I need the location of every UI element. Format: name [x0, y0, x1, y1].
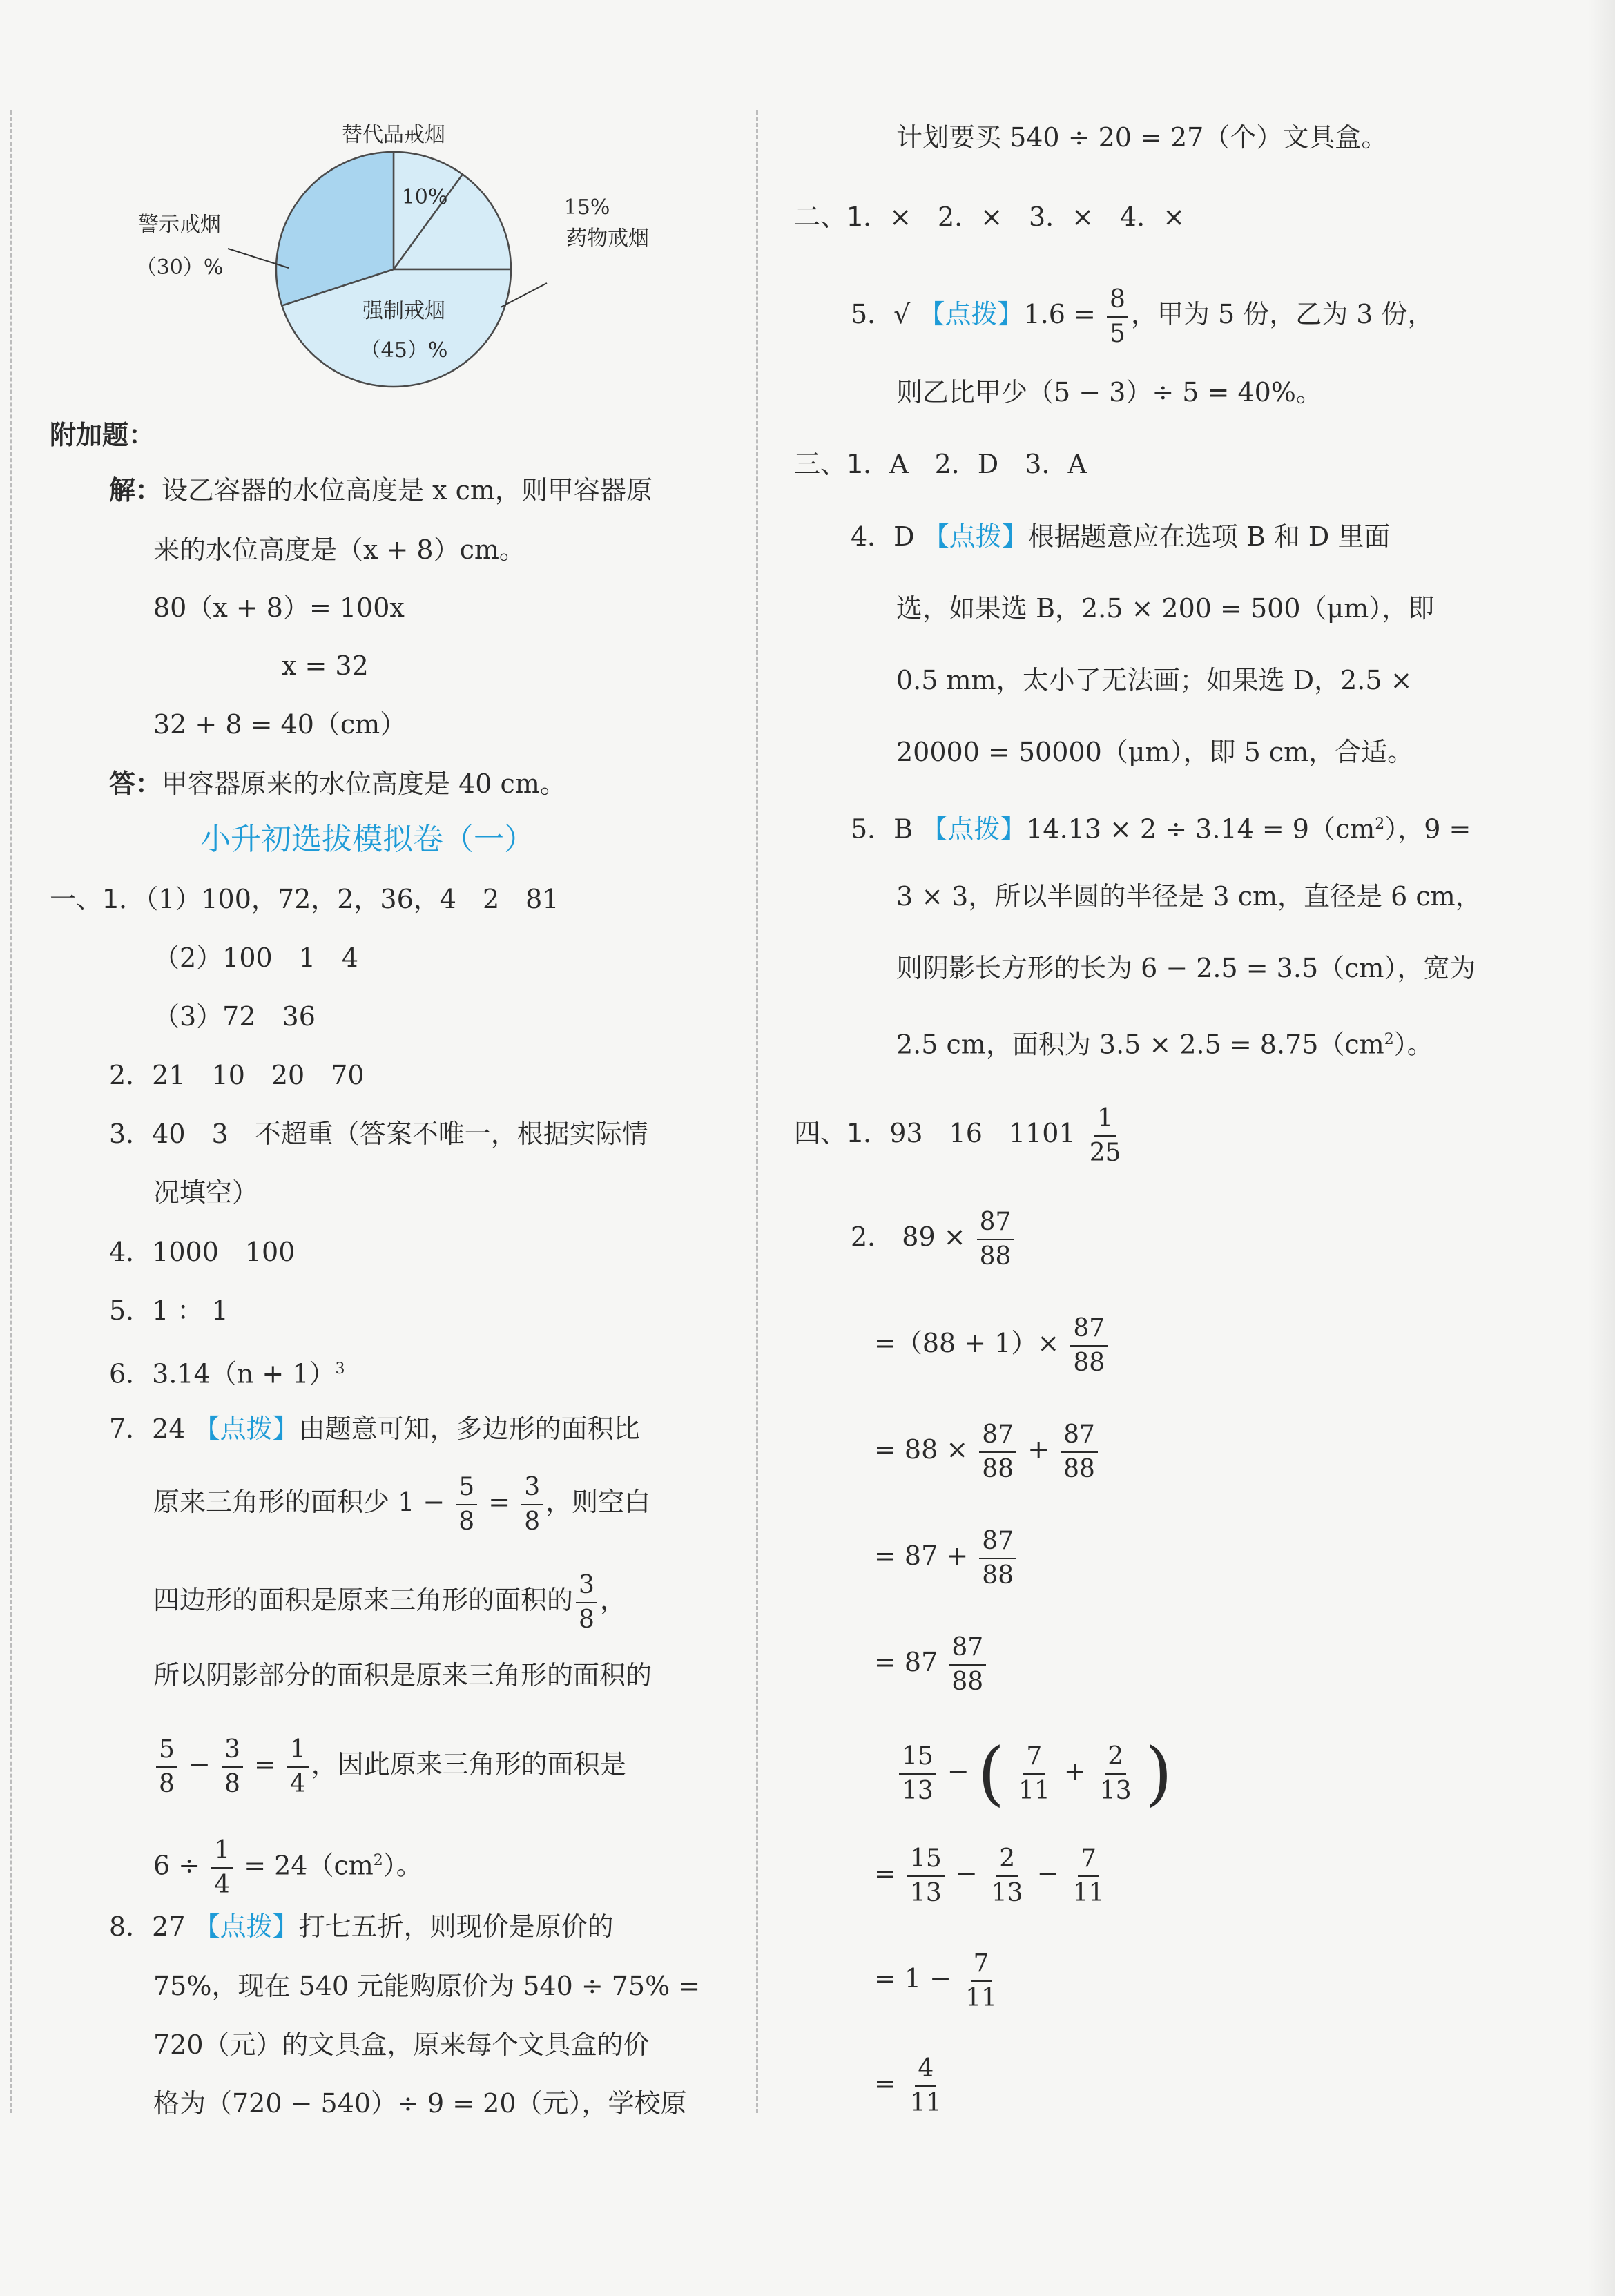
pie-label-substitute: 替代品戒烟 [342, 123, 445, 147]
calc2-line-5 [874, 1624, 989, 1700]
calc2-text-4: = 87 + [874, 1541, 969, 1571]
fraction-2-13: $\frac{2}{13}$ [1099, 1742, 1132, 1805]
s3-5-line-4: 2.5 cm，面积为 $3.5 \times 2.5 = 8.75(cm^2)$。 [896, 1029, 1433, 1060]
q7-text-5d: ，因此原来三角形的面积是 [311, 1749, 626, 1779]
pie-chart [55, 110, 760, 401]
s3-5-num: 5．B [851, 813, 913, 845]
fraction-1-4: $\frac{1}{4}$ [211, 1838, 233, 1898]
equation-3: 32 + 8 = 40（cm） [153, 709, 407, 740]
fraction-87-88: $\frac{87}{88}$ [977, 1210, 1014, 1269]
s2-5-line-1 [851, 276, 1434, 352]
q7-text-6a: 6 ÷ [153, 1850, 201, 1881]
equals: = [488, 1487, 511, 1517]
q1-line-b: （2）100 1 4 [153, 943, 359, 973]
calc2-line-3 [874, 1411, 1101, 1487]
q2-line: 2．21 10 20 70 [109, 1060, 365, 1090]
q7-line-3 [153, 1562, 626, 1638]
calc2-line-4 [874, 1518, 1019, 1594]
sec4-number: 四、1． [794, 1118, 890, 1148]
pie-label-warn: 警示戒烟 [138, 213, 221, 237]
q1-line-a [50, 882, 559, 916]
sec2-line [794, 200, 1185, 233]
section-title: 小升初选拔模拟卷（一） [200, 822, 534, 857]
q3-line-1: 3．40 3 不超重（答案不唯一，根据实际情 [109, 1119, 648, 1149]
minus: − [947, 1756, 969, 1786]
hint-badge: 【点拨】 [193, 1414, 299, 1444]
q7-line-6: 6 ÷ $\frac{1}{4}$ = $24(cm^2)$。 [153, 1836, 423, 1900]
sec3-items: A 2．D 3．A [889, 449, 1087, 479]
pie-label-force: 强制戒烟 [362, 299, 445, 323]
equation-2: x = 32 [282, 650, 369, 681]
s3-5-text-b2: ），9 = [1384, 813, 1471, 845]
calc3-text-3: = 1 − [874, 1963, 952, 1994]
sec4-line [794, 1095, 1127, 1171]
s3-4-text-b: 根据题意应在选项 B 和 D 里面 [1027, 521, 1391, 552]
calc2-number: 2． [851, 1222, 894, 1252]
pie-label-warn-pct: （30）% [135, 255, 224, 280]
sec3-line [794, 447, 1087, 481]
hint-badge: 【点拨】 [921, 813, 1027, 845]
calc2-text-1: 89 × [902, 1222, 966, 1252]
hint-badge: 【点拨】 [193, 1911, 299, 1942]
equation-1: 80（x + 8）= 100x [153, 592, 405, 623]
q1-line-c: （3）72 36 [153, 1001, 316, 1032]
fraction-5-8: $\frac{5}{8}$ [456, 1475, 477, 1534]
s3-5-line-1: 5．B 【点拨】$14.13 \times 2 \div 3.14 = 9(cm^2)$，9 = [851, 813, 1471, 845]
q7-text-1: 由题意可知，多边形的面积比 [298, 1414, 640, 1444]
q7-line-5 [153, 1726, 626, 1802]
q7-text-2c: ，则空白 [545, 1487, 651, 1517]
q7-text-6b: = 24（cm [244, 1850, 374, 1881]
calc3-line-3 [874, 1940, 1003, 2016]
page-edge [1587, 0, 1615, 2296]
s2-5-line-2: 则乙比甲少（5 − 3）÷ 5 = 40%。 [896, 377, 1322, 407]
fraction-3-8: $\frac{3}{8}$ [222, 1737, 243, 1797]
q7-number: 7．24 [109, 1414, 186, 1444]
fraction-15-13: $\frac{15}{13}$ [907, 1846, 945, 1906]
s3-5-text-b: 14.13 × 2 ÷ 3.14 = 9（cm [1026, 813, 1375, 845]
q7-line-2 [153, 1464, 650, 1540]
calc2-line-2 [874, 1305, 1110, 1381]
fraction-3-8: $\frac{3}{8}$ [521, 1475, 543, 1534]
s3-5-text-e: 2.5 cm，面积为 3.5 × 2.5 = 8.75（cm [896, 1029, 1384, 1060]
solution-text-1: 设乙容器的水位高度是 x cm，则甲容器原 [162, 475, 652, 505]
fraction-1-25: $\frac{1}{25}$ [1089, 1103, 1121, 1167]
q4-line: 4．1000 100 [109, 1237, 296, 1267]
q8-text-1: 打七五折，则现价是原价的 [298, 1911, 614, 1942]
s3-4-line-2: 选，如果选 B，2.5 × 200 = 500（μm），即 [896, 593, 1435, 624]
fraction-2-13: $\frac{2}{13}$ [991, 1844, 1023, 1907]
plus: + [1063, 1756, 1086, 1786]
q5-line: 5．1 ： 1 [109, 1295, 229, 1326]
hint-badge: 【点拨】 [922, 521, 1028, 552]
answer-line [109, 767, 566, 800]
s3-5-line-3: 则阴影长方形的长为 6 − 2.5 = 3.5（cm），宽为 [896, 953, 1476, 983]
calc3-line-2 [874, 1835, 1110, 1911]
calc2-text-5: = 87 [874, 1647, 938, 1677]
calc3-line-4 [874, 2045, 947, 2121]
q7-line-1 [109, 1412, 640, 1445]
calc2-text-2: =（88 + 1）× [874, 1328, 1060, 1358]
s3-4-line-1 [851, 520, 1390, 553]
sec2-items: × 2．× 3．× 4．× [889, 202, 1186, 232]
pie-label-force-pct: （45）% [360, 338, 448, 363]
s3-5-text-e2: ）。 [1393, 1029, 1433, 1060]
calc3-line-1 [896, 1726, 1172, 1816]
q1-a-text: （1）100，72，2，36，4 2 81 [145, 884, 559, 914]
answer-prefix: 答： [109, 769, 162, 799]
calc2-text-3a: = 88 × [874, 1434, 969, 1465]
hint-badge: 【点拨】 [918, 299, 1024, 329]
q8-number: 8．27 [109, 1911, 186, 1942]
column-divider [756, 110, 758, 2113]
fraction-7-11: $\frac{7}{11}$ [1018, 1742, 1050, 1805]
minus: − [1036, 1858, 1059, 1889]
q6-line [109, 1353, 345, 1391]
q3-line-2: 况填空） [153, 1177, 259, 1208]
fraction-4-11: $\frac{4}{11}$ [909, 2054, 942, 2117]
sec2-number: 二、1． [794, 202, 890, 232]
left-paren: ( [977, 1733, 1005, 1814]
bonus-title: 附加题： [50, 420, 155, 450]
s3-5-line-2: 3 × 3，所以半圆的半径是 3 cm，直径是 6 cm， [896, 881, 1482, 911]
q7-text-6c: ）。 [383, 1850, 423, 1881]
fraction-8-5: $\frac{8}{5}$ [1107, 287, 1128, 347]
s2-5-text-b: 1.6 = [1023, 299, 1096, 329]
q7-line-4: 所以阴影部分的面积是原来三角形的面积的 [153, 1660, 652, 1690]
s2-5-text-c: ，甲为 5 份，乙为 3 份， [1130, 299, 1434, 329]
s3-4-num: 4．D [851, 521, 915, 552]
q8-line-3: 720（元）的文具盒，原来每个文具盒的价 [153, 2029, 650, 2060]
solution-prefix: 解： [109, 475, 162, 505]
q6-text: 6．3.14（n + 1） [109, 1358, 336, 1389]
q7-text-3b: ， [599, 1585, 626, 1615]
solution-line-1 [109, 474, 652, 507]
equals: = [874, 2068, 896, 2099]
fraction-87-88: $\frac{87}{88}$ [979, 1529, 1016, 1588]
q7-text-2a: 原来三角形的面积少 1 − [153, 1487, 445, 1517]
fraction-7-11: $\frac{7}{11}$ [1072, 1844, 1105, 1907]
left-margin-rule [10, 110, 12, 2113]
sec4-items: 93 16 1101 [889, 1118, 1076, 1148]
q8-line-1 [109, 1910, 614, 1943]
right-paren: ) [1145, 1733, 1172, 1814]
pie-label-drug: 药物戒烟 [566, 226, 649, 251]
fraction-5-8: $\frac{5}{8}$ [156, 1737, 177, 1797]
fraction-7-11: $\frac{7}{11}$ [965, 1949, 997, 2012]
s2-5-num: 5．√ [851, 299, 911, 329]
pie-label-10pct: 10% [401, 185, 448, 209]
fraction-87-88: $\frac{87}{88}$ [949, 1635, 986, 1695]
fraction-87-88: $\frac{87}{88}$ [1070, 1316, 1108, 1376]
r-line-0: 计划要买 540 ÷ 20 = 27（个）文具盒。 [896, 122, 1388, 153]
fraction-15-13: $\frac{15}{13}$ [899, 1744, 936, 1804]
pie-label-15pct: 15% [563, 195, 610, 220]
fraction-87-88: $\frac{87}{88}$ [979, 1422, 1016, 1482]
fraction-3-8: $\frac{3}{8}$ [576, 1573, 597, 1632]
q1-number: 一、1． [50, 884, 146, 914]
s3-4-line-3: 0.5 mm，太小了无法画；如果选 D，2.5 × [896, 665, 1413, 695]
q6-exponent: 3 [335, 1360, 345, 1378]
minus: − [188, 1749, 211, 1779]
answer-text: 甲容器原来的水位高度是 40 cm。 [162, 769, 566, 799]
fraction-1-4: $\frac{1}{4}$ [287, 1737, 309, 1797]
plus: + [1027, 1434, 1050, 1465]
q8-line-4: 格为（720 − 540）÷ 9 = 20（元），学校原 [153, 2088, 687, 2119]
solution-line-2: 来的水位高度是（x + 8）cm。 [153, 534, 525, 565]
minus: − [955, 1858, 978, 1889]
sec3-number: 三、1． [794, 449, 890, 479]
q7-text-3: 四边形的面积是原来三角形的面积的 [153, 1585, 574, 1615]
q8-line-2: 75%，现在 540 元能购原价为 540 ÷ 75% = [153, 1971, 701, 2001]
calc2-line-1 [851, 1199, 1016, 1275]
s3-4-line-4: 20000 = 50000（μm），即 5 cm，合适。 [896, 737, 1414, 767]
equals: = [874, 1858, 896, 1889]
fraction-87-88: $\frac{87}{88}$ [1061, 1422, 1098, 1482]
equals: = [253, 1749, 276, 1779]
